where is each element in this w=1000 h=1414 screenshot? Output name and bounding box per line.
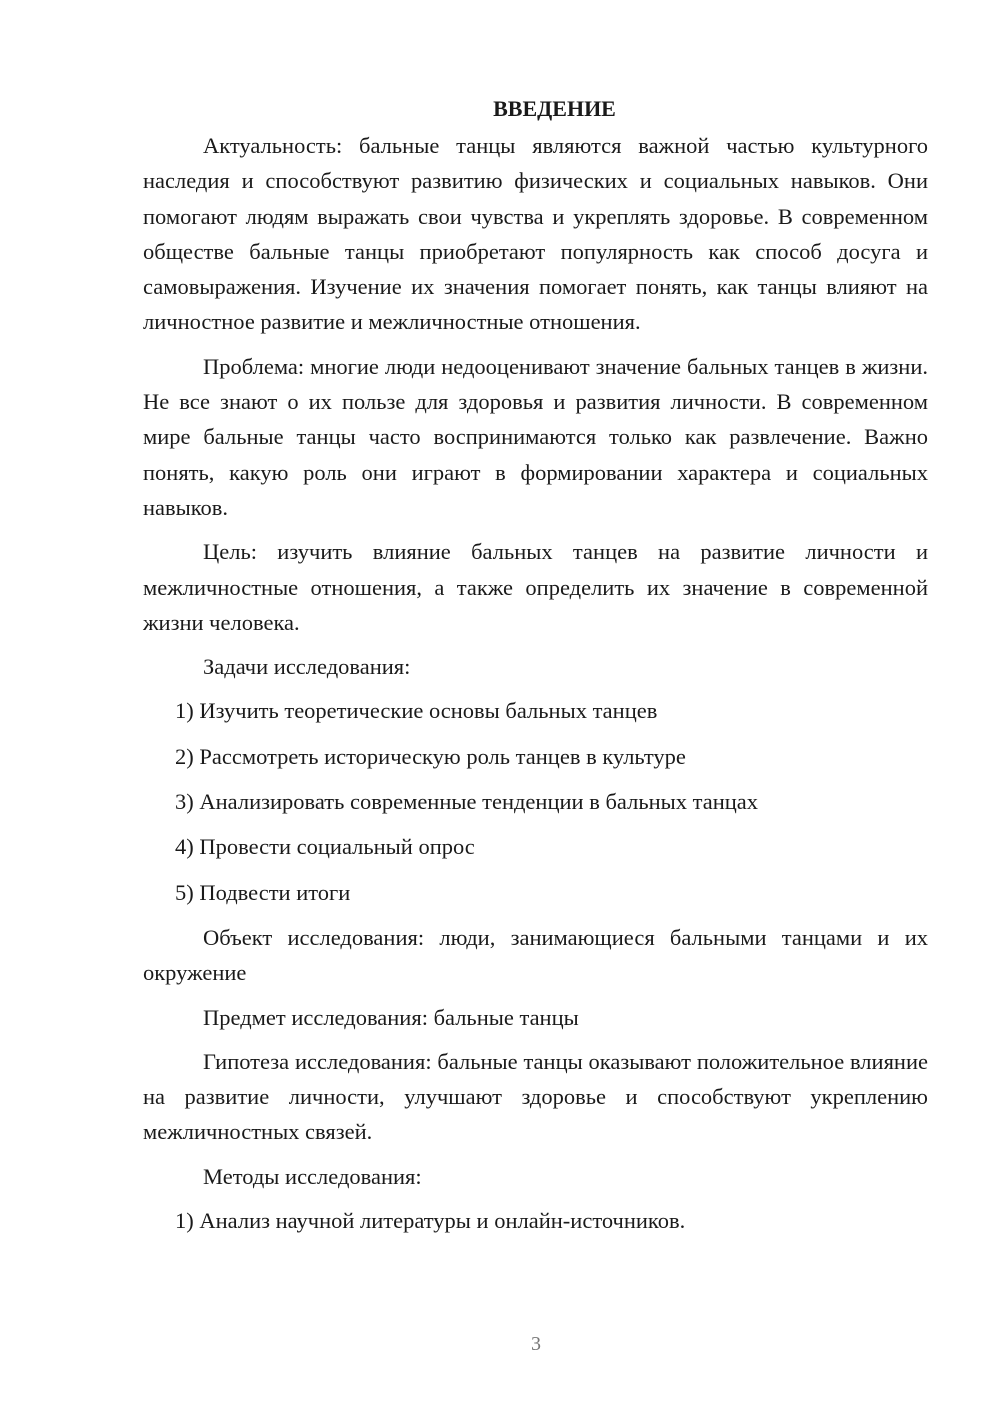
paragraph-object: Объект исследования: люди, занимающиеся бальными танцами и их окружение xyxy=(143,924,928,986)
tasks-heading: Задачи исследования: xyxy=(203,654,411,680)
task-item: 2) Рассмотреть историческую роль танцев в культуре xyxy=(175,743,686,769)
task-item: 1) Изучить теоретические основы бальных танцев xyxy=(175,698,658,724)
paragraph-hypothesis: Гипотеза исследования: бальные танцы оказывают положительное влияние на развитие личности, улучшают здоровье и способствуют укреплению межличностных связей. xyxy=(143,1048,928,1145)
paragraph-relevance: Актуальность: бальные танцы являются важной частью культурного наследия и способствуют развитию физических и социальных навыков. Они помогают людям выражать свои чувства и укреплять здоровье. В современном обществе бальные танцы приобретают популярность как способ досуга и самовыражения. Изучение их значения помогает понять, как танцы влияют на личностное развитие и межличностные отношения. xyxy=(143,133,928,335)
paragraph-subject: Предмет исследования: бальные танцы xyxy=(203,1004,579,1030)
section-title: ВВЕДЕНИЕ xyxy=(493,96,616,121)
task-item: 4) Провести социальный опрос xyxy=(175,834,475,860)
method-item: 1) Анализ научной литературы и онлайн-источников. xyxy=(175,1208,686,1234)
task-item: 5) Подвести итоги xyxy=(175,879,351,905)
paragraph-problem: Проблема: многие люди недооценивают значение бальных танцев в жизни. Не все знают о их пользе для здоровья и развития личности. В современном мире бальные танцы часто воспринимаются только как развлечение. Важно понять, какую роль они играют в формировании характера и социальных навыков. xyxy=(143,353,928,520)
methods-heading: Методы исследования: xyxy=(203,1163,422,1189)
page-content xyxy=(143,90,928,1248)
paragraph-goal: Цель: изучить влияние бальных танцев на развитие личности и межличностные отношения, а также определить их значение в современной жизни человека. xyxy=(143,539,928,635)
task-item: 3) Анализировать современные тенденции в бальных танцах xyxy=(175,789,759,815)
page-number: 3 xyxy=(531,1333,541,1355)
